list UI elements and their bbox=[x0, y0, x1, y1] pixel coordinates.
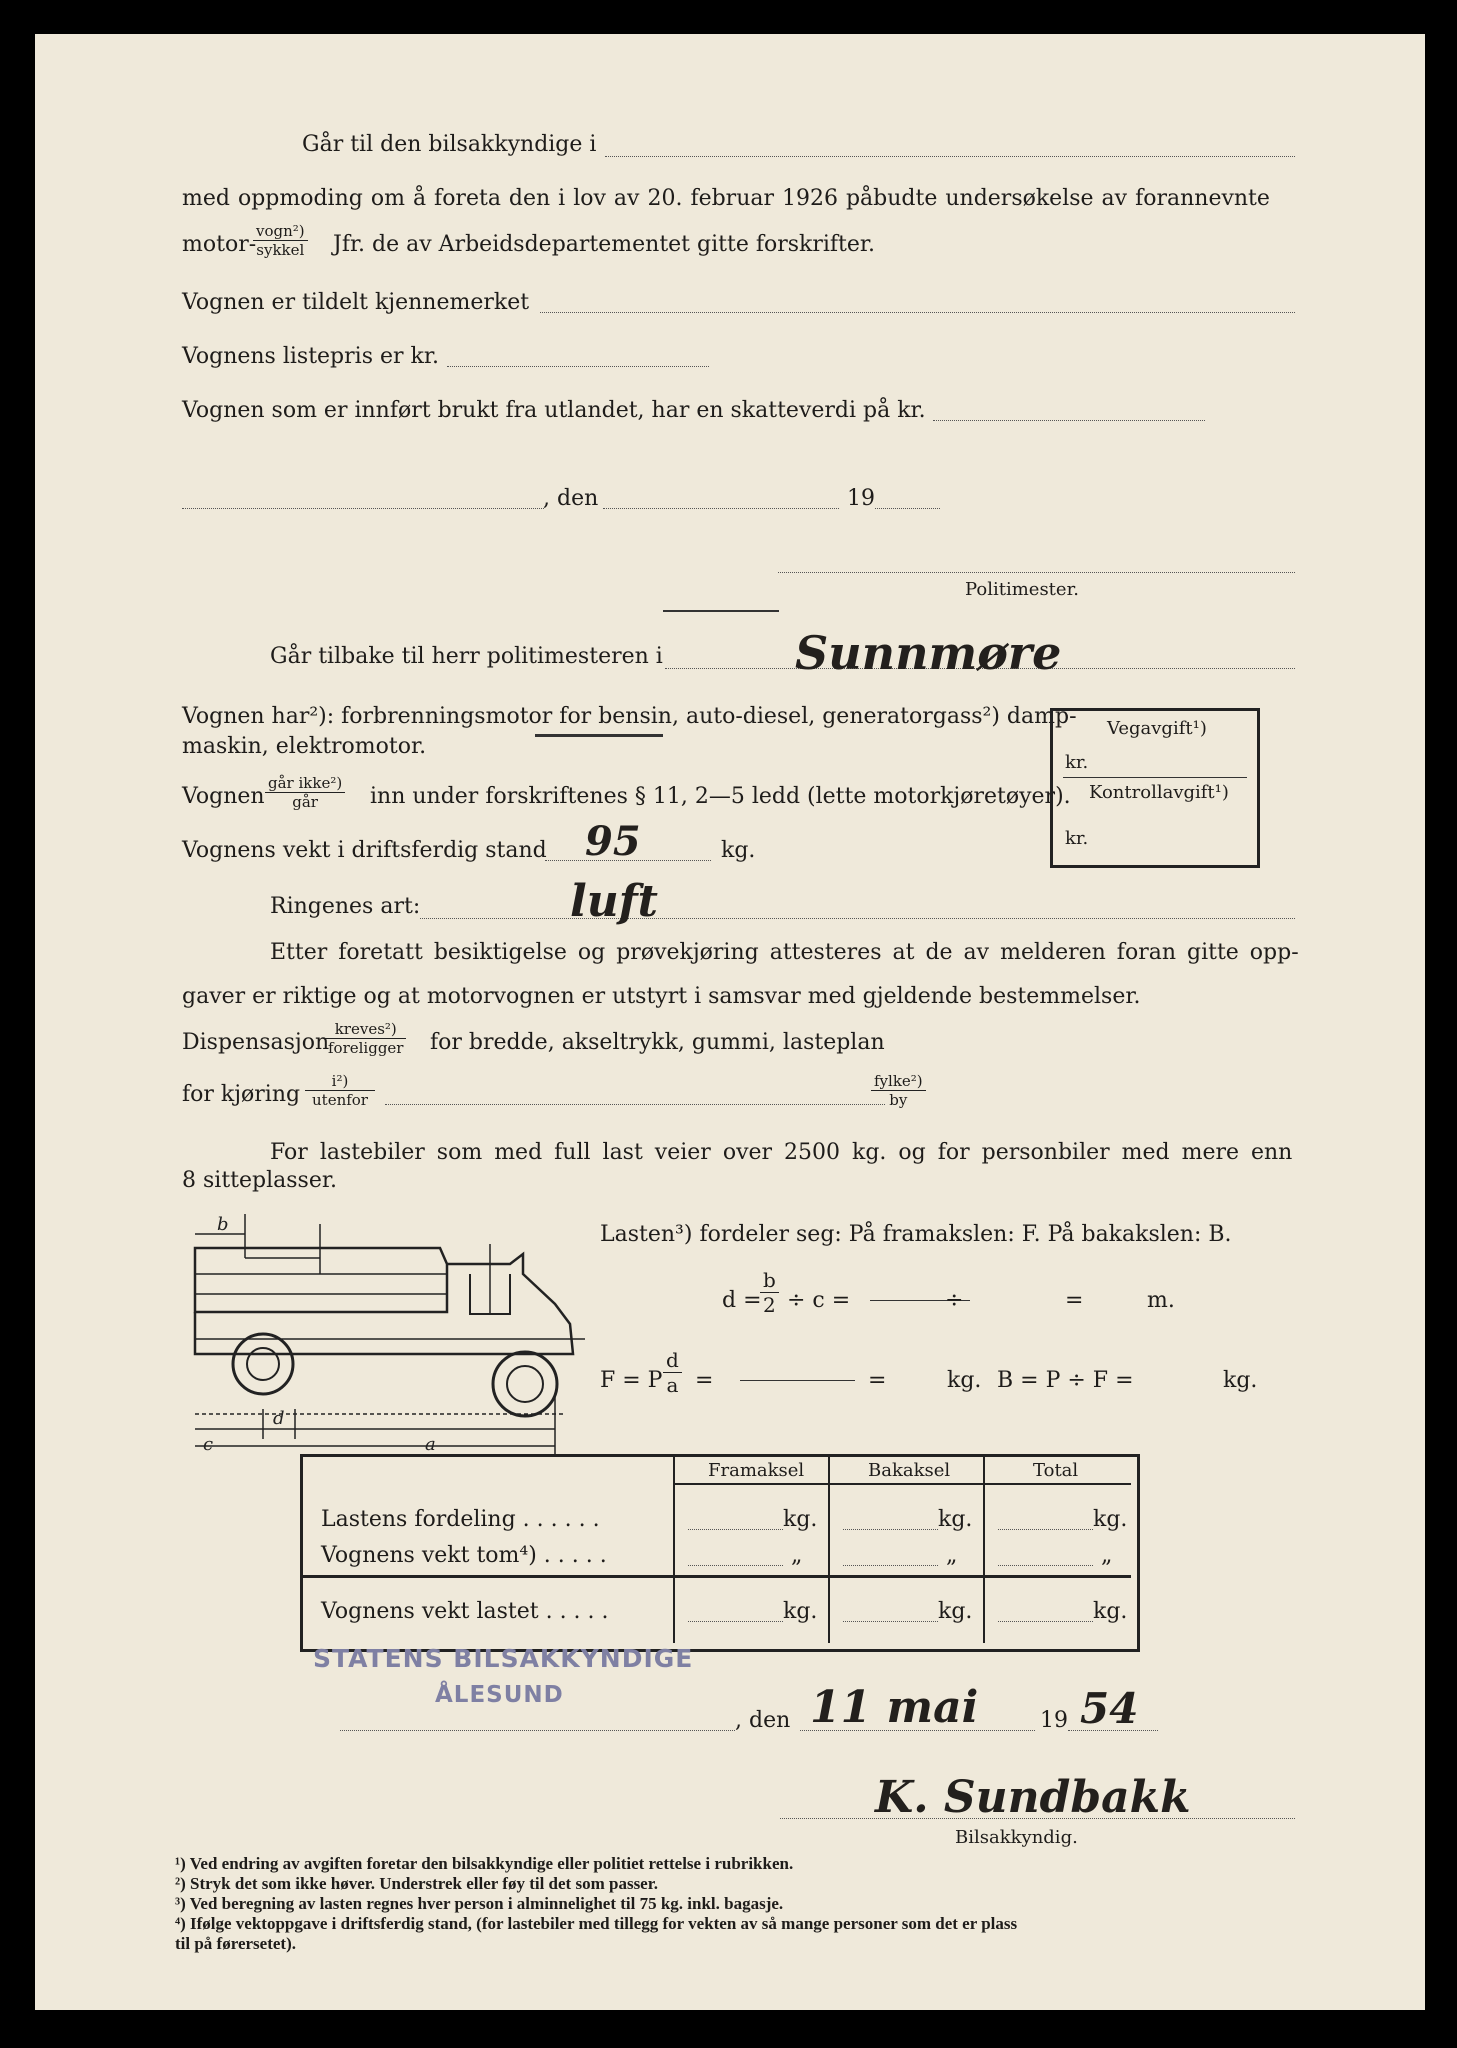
kjoring-field[interactable] bbox=[385, 1104, 885, 1105]
kjoring-frac-bottom: utenfor bbox=[312, 1091, 368, 1109]
d-unit: m. bbox=[1147, 1288, 1175, 1313]
vognen-frac-top: går ikke²) bbox=[265, 774, 345, 793]
row-tom-bakaksel-unit: „ bbox=[946, 1543, 958, 1568]
vognen-frac-bottom: går bbox=[292, 793, 318, 811]
form-page bbox=[35, 34, 1425, 2010]
place-field-1[interactable] bbox=[182, 508, 544, 509]
row-lastet-framaksel-unit: kg. bbox=[783, 1599, 818, 1624]
footnote-3: ³) Ved beregning av lasten regnes hver person i alminnelighet til 75 kg. inkl. bagasje. bbox=[175, 1894, 784, 1913]
row-lastet-bakaksel-field[interactable] bbox=[843, 1621, 938, 1622]
vekt-label: Vognens vekt i driftsferdig stand bbox=[182, 838, 547, 863]
f-eq2: = bbox=[868, 1368, 887, 1393]
vognen-har-line2: maskin, elektromotor. bbox=[182, 734, 427, 759]
d-frac-bottom: 2 bbox=[763, 1293, 776, 1317]
disp-prefix: Dispensasjon bbox=[182, 1030, 330, 1055]
etter-line1: Etter foretatt besiktigelse og prøvekjøring attesteres at de av melderen foran gitte opp- bbox=[270, 940, 1299, 965]
footnote-1: ¹) Ved endring av avgiften foretar den bilsakkyndige eller politiet rettelse i rubrikken. bbox=[175, 1854, 794, 1873]
f-frac-top: d bbox=[663, 1348, 682, 1373]
disp-frac-bottom: foreligger bbox=[328, 1039, 404, 1057]
diagram-label-b: b bbox=[217, 1214, 229, 1235]
row-lastens-total-field[interactable] bbox=[998, 1529, 1093, 1530]
disp-fraction bbox=[325, 1020, 406, 1057]
skatteverdi-field[interactable] bbox=[933, 420, 1205, 421]
ringenes-handwritten: luft bbox=[570, 876, 658, 927]
row-lastet-bakaksel-unit: kg. bbox=[938, 1599, 973, 1624]
motor-fraction bbox=[253, 222, 308, 259]
date-field-1[interactable] bbox=[603, 508, 839, 509]
row-lastens-framaksel-unit: kg. bbox=[783, 1507, 818, 1532]
vognen-suffix: inn under forskriftenes § 11, 2—5 ledd (lette motorkjøretøyer). bbox=[370, 784, 1071, 809]
f-eq1: = bbox=[695, 1368, 714, 1393]
f-fraction bbox=[663, 1348, 682, 1397]
d-frac-top: b bbox=[760, 1268, 779, 1293]
row-tom-total-unit: „ bbox=[1101, 1543, 1113, 1568]
row-tom-framaksel-field[interactable] bbox=[688, 1565, 783, 1566]
row-lastens-bakaksel-field[interactable] bbox=[843, 1529, 938, 1530]
signature-handwritten: K. Sundbakk bbox=[875, 1772, 1191, 1823]
oppmoding-text: med oppmoding om å foreta den i lov av 20. februar 1926 påbudte undersøkelse av forannevnte bbox=[182, 186, 1270, 211]
row-lastens-label: Lastens fordeling . . . . . . bbox=[321, 1507, 600, 1532]
d-eq: = bbox=[1065, 1288, 1084, 1313]
politimester-label: Politimester. bbox=[965, 579, 1079, 600]
b-unit: kg. bbox=[1223, 1368, 1258, 1393]
vekt-unit: kg. bbox=[721, 838, 756, 863]
motor-suffix: Jfr. de av Arbeidsdepartementet gitte forskrifter. bbox=[333, 232, 876, 257]
d-fraction bbox=[760, 1268, 779, 1317]
weight-table bbox=[300, 1454, 1140, 1652]
f-unit: kg. bbox=[947, 1368, 982, 1393]
separator bbox=[663, 610, 779, 612]
vegavgift-kr: kr. bbox=[1065, 752, 1089, 773]
fylke-fraction bbox=[871, 1072, 926, 1109]
motor-prefix: motor- bbox=[182, 232, 257, 257]
ringenes-label: Ringenes art: bbox=[270, 894, 421, 919]
year-prefix-1: 19 bbox=[847, 486, 875, 511]
row-lastet-framaksel-field[interactable] bbox=[688, 1621, 783, 1622]
vekt-handwritten: 95 bbox=[585, 818, 641, 865]
lastebiler-line1: For lastebiler som med full last veier over 2500 kg. og for personbiler med mere enn bbox=[270, 1140, 1293, 1165]
politimester-signature-field[interactable] bbox=[778, 572, 1295, 573]
lasten-text: Lasten³) fordeler seg: På framakslen: F. På bakakslen: B. bbox=[600, 1222, 1232, 1247]
row-lastet-label: Vognens vekt lastet . . . . . bbox=[321, 1599, 609, 1624]
kjennemerke-field[interactable] bbox=[540, 312, 1295, 313]
kjoring-frac-top: i²) bbox=[305, 1072, 375, 1091]
year-field-1[interactable] bbox=[875, 508, 940, 509]
handwritten-place: Sunnmøre bbox=[795, 626, 1062, 680]
stamp-line1: STATENS BILSAKKYNDIGE bbox=[313, 1644, 694, 1673]
listepris-field[interactable] bbox=[447, 366, 709, 367]
row-tom-bakaksel-field[interactable] bbox=[843, 1565, 938, 1566]
header-bakaksel: Bakaksel bbox=[868, 1460, 951, 1481]
f-formula-left: F = P bbox=[600, 1368, 663, 1393]
b-formula: B = P ÷ F = bbox=[997, 1368, 1134, 1393]
date-handwritten: 11 mai bbox=[810, 1682, 979, 1733]
vognen-fraction bbox=[265, 774, 345, 811]
footnote-4: ⁴) Ifølge vektoppgave i driftsferdig stand, (for lastebiler med tillegg for vekten av så mange personer som det er plass bbox=[175, 1914, 1018, 1933]
d-formula-left: d = bbox=[722, 1288, 762, 1313]
diagram-label-c: c bbox=[203, 1434, 214, 1455]
lastebiler-line2: 8 sitteplasser. bbox=[182, 1168, 337, 1193]
diagram-label-a: a bbox=[425, 1434, 436, 1455]
gaar-tilbake-text: Går tilbake til herr politimesteren i bbox=[270, 644, 663, 669]
underline-bensin bbox=[535, 734, 663, 737]
footnote-4-cont: til på førersetet). bbox=[175, 1934, 296, 1953]
header-total: Total bbox=[1033, 1460, 1079, 1481]
place-field-2[interactable] bbox=[340, 1730, 735, 1731]
kjoring-fraction bbox=[305, 1072, 375, 1109]
vognen-har-line1: Vognen har²): forbrenningsmotor for bensin, auto-diesel, generatorgass²) damp- bbox=[182, 704, 1077, 729]
row-lastens-framaksel-field[interactable] bbox=[688, 1529, 783, 1530]
f-frac-bottom: a bbox=[666, 1373, 679, 1397]
disp-suffix: for bredde, akseltrykk, gummi, lasteplan bbox=[430, 1030, 885, 1055]
innfort-label: Vognen som er innført brukt fra utlandet, har en skatteverdi på kr. bbox=[182, 398, 926, 423]
footnote-2: ²) Stryk det som ikke høver. Understrek eller føy til det som passer. bbox=[175, 1874, 658, 1893]
row-lastet-total-field[interactable] bbox=[998, 1621, 1093, 1622]
row-tom-framaksel-unit: „ bbox=[791, 1543, 803, 1568]
fylke-frac-bottom: by bbox=[889, 1091, 908, 1109]
fylke-frac-top: fylke²) bbox=[871, 1072, 926, 1091]
row-lastet-total-unit: kg. bbox=[1093, 1599, 1128, 1624]
row-tom-total-field[interactable] bbox=[998, 1565, 1093, 1566]
etter-line2: gaver er riktige og at motorvognen er utstyrt i samsvar med gjeldende bestemmelser. bbox=[182, 984, 1141, 1009]
year-prefix-2: 19 bbox=[1040, 1708, 1068, 1733]
row-lastens-total-unit: kg. bbox=[1093, 1507, 1128, 1532]
motor-frac-top: vogn²) bbox=[253, 222, 308, 241]
row-tom-label: Vognens vekt tom⁴) . . . . . bbox=[321, 1543, 607, 1568]
year-handwritten: 54 bbox=[1080, 1684, 1139, 1733]
diagram-label-d: d bbox=[273, 1408, 285, 1429]
den-label-2: , den bbox=[735, 1708, 791, 1733]
row-lastens-bakaksel-unit: kg. bbox=[938, 1507, 973, 1532]
vognen-prefix: Vognen bbox=[182, 784, 265, 809]
truck-diagram bbox=[185, 1214, 595, 1476]
fee-box bbox=[1050, 708, 1260, 868]
motor-frac-bottom: sykkel bbox=[256, 241, 305, 259]
gaar-til-field[interactable] bbox=[605, 156, 1295, 157]
vegavgift-label: Vegavgift¹) bbox=[1107, 718, 1207, 739]
kjoring-prefix: for kjøring bbox=[182, 1082, 301, 1107]
bilsakkyndig-label: Bilsakkyndig. bbox=[955, 1827, 1078, 1848]
header-framaksel: Framaksel bbox=[708, 1460, 805, 1481]
d-div: ÷ bbox=[945, 1288, 964, 1313]
f-field[interactable] bbox=[740, 1380, 855, 1381]
d-formula-rest: ÷ c = bbox=[787, 1288, 851, 1313]
gaar-til-text: Går til den bilsakkyndige i bbox=[302, 132, 597, 157]
listepris-label: Vognens listepris er kr. bbox=[182, 344, 439, 369]
den-label-1: , den bbox=[543, 486, 599, 511]
kjennemerke-label: Vognen er tildelt kjennemerket bbox=[182, 290, 530, 315]
kontrollavgift-kr: kr. bbox=[1065, 828, 1089, 849]
disp-frac-top: kreves²) bbox=[325, 1020, 406, 1039]
ringenes-field[interactable] bbox=[420, 918, 1295, 919]
stamp-line2: ÅLESUND bbox=[435, 1682, 564, 1708]
kontrollavgift-label: Kontrollavgift¹) bbox=[1089, 782, 1229, 803]
vegavgift-field[interactable] bbox=[1063, 777, 1247, 778]
